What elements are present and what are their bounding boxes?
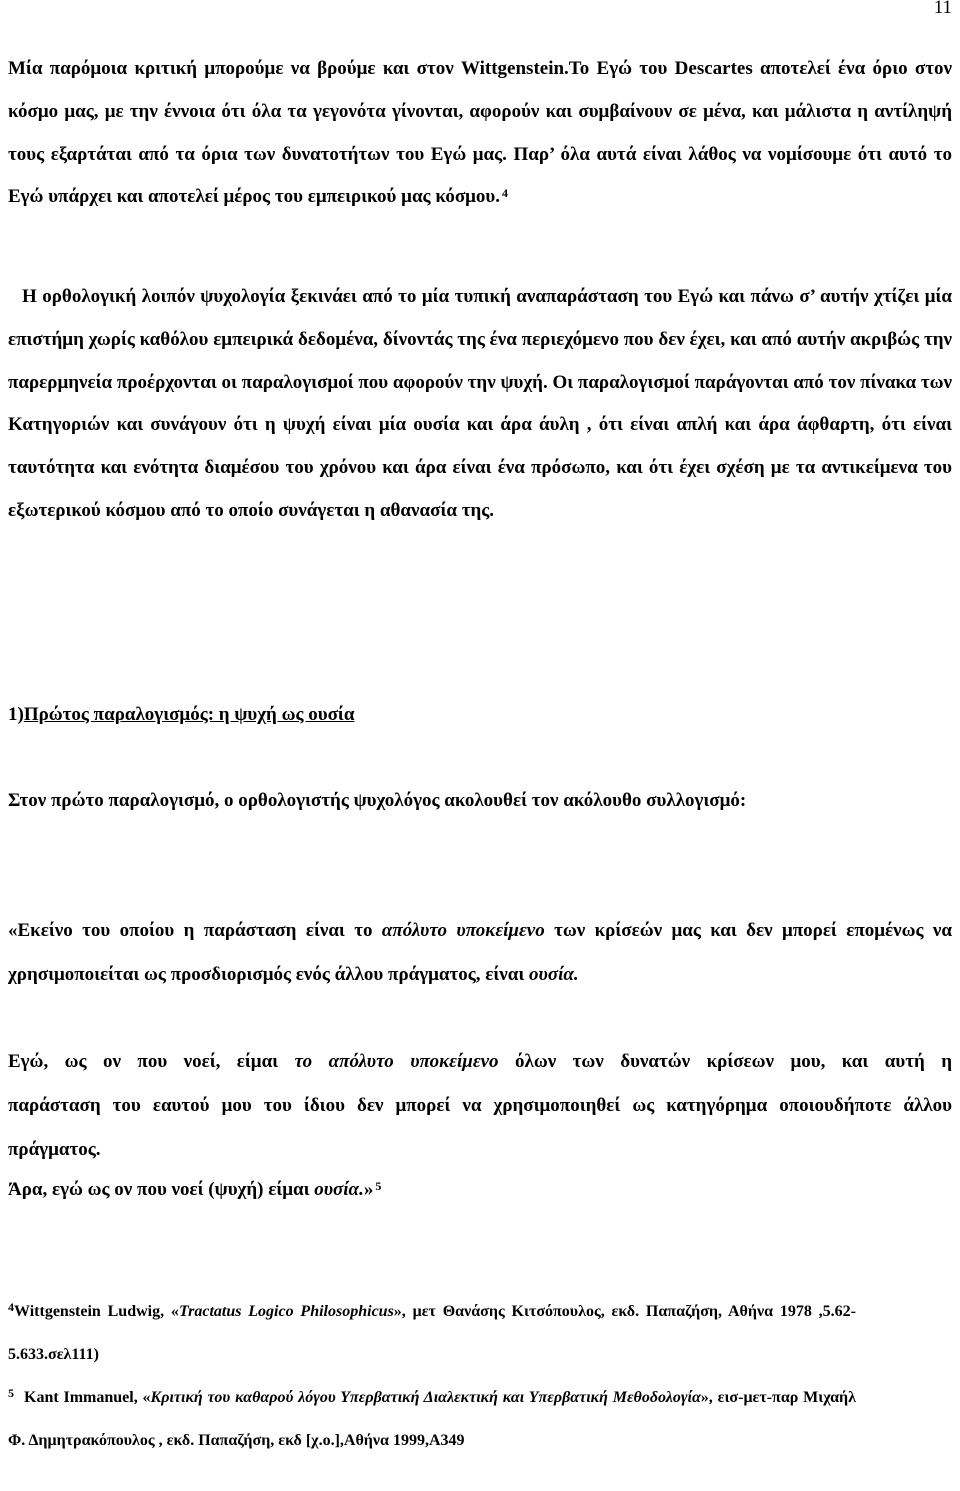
paragraph-text: Μία παρόμοια κριτική μπορούμε να βρούμε και στον Wittgenstein.Το Εγώ του Descartes αποτελεί ένα όριο στον κόσμο μας, με την έννοια ότι όλα τα γεγονότα γίνονται, αφορούν και συμβαίνουν σε μένα, και μάλιστα η αντίληψή τους εξαρτάται από τα όρια των δυνατοτήτων του Εγώ μας. Παρ’ όλα αυτά είναι λάθος να νομίσουμε ότι αυτό το Εγώ υπάρχει και αποτελεί μέρος του εμπειρικού μας κόσμου. (8, 58, 952, 208)
footnote-mark: 4 (8, 1300, 14, 1314)
paragraph-text: Στον πρώτο παραλογισμό, ο ορθολογιστής ψυχολόγος ακολουθεί τον ακόλουθο συλλογισμό: (8, 790, 747, 811)
footnote-4 (8, 1290, 856, 1376)
footnote-text: », εισ-μετ-παρ Μιχαήλ Φ. Δημητρακόπουλος , εκδ. Παπαζήση, εκδ [χ.ο.],Αθήνα 1999,Α349 (8, 1389, 856, 1449)
quote-text: Άρα, εγώ ως ον που νοεί (ψυχή) είμαι (8, 1179, 315, 1200)
footnote-title: Tractatus Logico Philosophicus (178, 1303, 394, 1320)
heading-number: 1) (8, 704, 24, 725)
quote-emphasis: ουσία. (529, 964, 579, 985)
quote-text: των κρίσεών μας και δεν μπορεί επομένως να χρησιμοποιείται ως προσδιορισμός ενός άλλου πράγματος, είναι (8, 920, 952, 985)
footnote-text: », μετ Θανάσης Κιτσόπουλος, εκδ. Παπαζήση, Αθήνα 1978 ,5.62-5.633.σελ111) (8, 1303, 857, 1363)
quote-premise-2 (8, 1040, 952, 1172)
quote-emphasis: απόλυτο υποκείμενο (381, 920, 545, 941)
heading-title: Πρώτος παραλογισμός: η ψυχή ως ουσία (23, 704, 355, 725)
quote-text: «Εκείνο του οποίου η παράσταση είναι το (8, 920, 382, 941)
quote-conclusion (8, 1168, 952, 1212)
quote-text: » (363, 1179, 374, 1200)
paragraph-text: Η ορθολογική λοιπόν ψυχολογία ξεκινάει από το μία τυπική αναπαράσταση του Εγώ και πάνω σ’ αυτήν χτίζει μία επιστήμη χωρίς καθόλου εμπειρικά δεδομένα, δίνοντάς της ένα περιεχόμενο που δεν έχει, και από αυτήν ακριβώς την παρερμηνεία προέρχονται οι παραλογισμοί που αφορούν την ψυχή. Οι παραλογισμοί παράγονται από τον πίνακα των Κατηγοριών και συνάγουν ότι η ψυχή είναι μία ουσία και άρα άυλη , ότι είναι απλή και άρα άφθαρτη, ότι είναι ταυτότητα και ενότητα διαμέσου του χρόνου και άρα είναι ένα πρόσωπο, και ότι έχει σχέση με τα αντικείμενα του εξωτερικού κόσμου από το οποίο συνάγεται η αθανασία της. (8, 286, 952, 521)
footnote-text: Wittgenstein Ludwig, « (14, 1303, 179, 1320)
footnote-mark: 5 (8, 1386, 14, 1400)
paragraph-rational-psychology (8, 276, 952, 533)
footnote-text: Kant Immanuel, « (24, 1389, 151, 1406)
quote-text: όλων των δυνατών κρίσεων μου, και αυτή η παράσταση του εαυτού μου του ίδιου δεν μπορεί να χρησιμοποιηθεί ως κατηγόρημα οποιουδήποτε άλλου πράγματος. (8, 1051, 952, 1160)
quote-premise-1 (8, 909, 952, 997)
quote-text: Εγώ, ως ον που νοεί, είμαι (8, 1051, 295, 1072)
footnotes (8, 1290, 856, 1462)
footnote-ref-5[interactable]: 5 (375, 1179, 382, 1193)
section-heading (8, 704, 354, 726)
paragraph-wittgenstein (8, 48, 952, 219)
paragraph-syllogism-intro (8, 780, 952, 823)
footnote-ref-4[interactable]: 4 (502, 186, 509, 201)
footnote-title: Κριτική του καθαρού λόγου Υπερβατική Διαλεκτική και Υπερβατική Μεθοδολογία (150, 1389, 701, 1406)
footnote-5 (8, 1376, 856, 1462)
page-number: 11 (933, 0, 952, 18)
quote-emphasis: το απόλυτο υποκείμενο (294, 1051, 499, 1072)
quote-emphasis: ουσία. (314, 1179, 364, 1200)
